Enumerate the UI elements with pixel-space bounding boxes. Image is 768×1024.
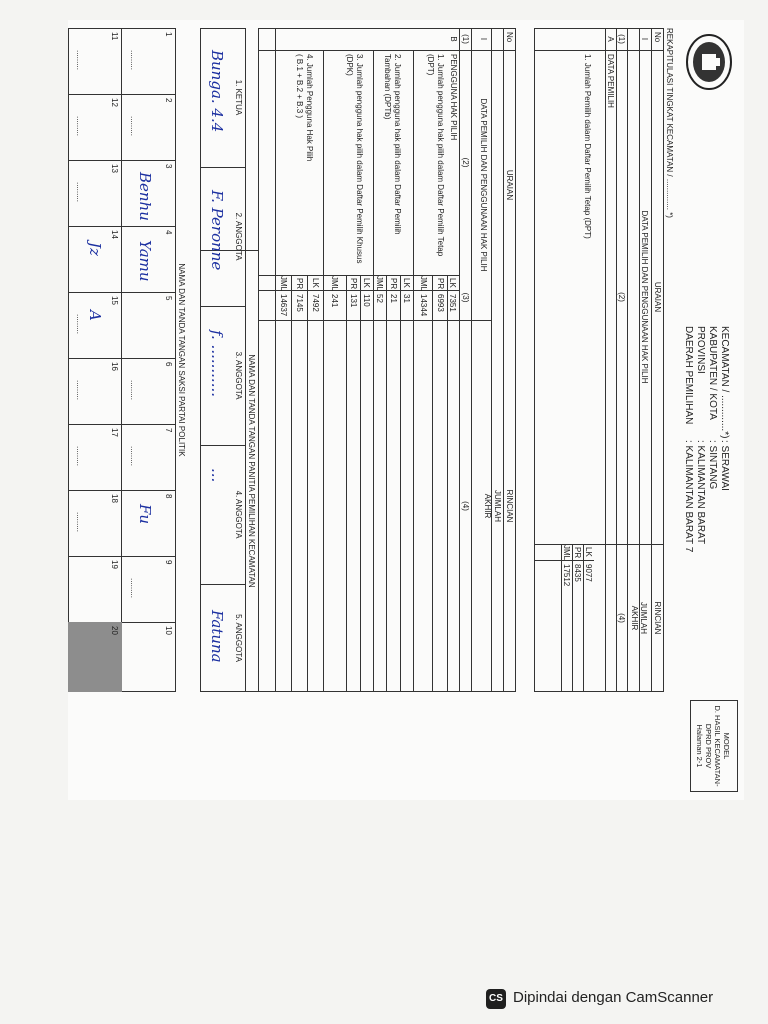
committee-anggota-3: 3. ANGGOTA — [234, 351, 243, 400]
committee-ketua: 1. KETUA — [234, 79, 243, 116]
header-value-provinsi: : KALIMANTAN BARAT — [695, 440, 706, 545]
header-label-kecamatan: KECAMATAN / .............*) — [719, 326, 730, 439]
witness-dots-12: ......... — [75, 116, 84, 137]
witness-num-20: 20 — [110, 626, 119, 635]
t2-item4-label-a: 4. Jumlah Pengguna Hak Pilih — [305, 54, 314, 162]
witness-signature-3: Benhu — [136, 172, 154, 221]
t2-item2-label-b: Tambahan (DPTb) — [383, 54, 392, 120]
t2-item3-pr-val: 131 — [349, 294, 358, 308]
signature-ketua: Bunga. 4.4 — [208, 50, 226, 133]
t2-item2-lk-code: LK — [402, 278, 411, 288]
header-label-kabupaten: KABUPATEN / KOTA — [707, 326, 718, 420]
t2-item3-label-b: (DPK) — [345, 54, 354, 76]
t1-item-label: 1. Jumlah Pemilih dalam Daftar Pemilih Tetap (DPT) — [583, 54, 592, 239]
witness-num-2: 2 — [164, 98, 173, 103]
witness-signature-4: Yamu — [136, 240, 154, 282]
t1-rincian-head: RINCIAN — [653, 601, 662, 635]
t1-jumlah-head: JUMLAH — [639, 601, 648, 634]
t1-group-no: A — [606, 36, 615, 42]
witness-num-19: 19 — [110, 560, 119, 569]
t2-rincian-head: RINCIAN — [505, 489, 514, 523]
rotated-document-page — [68, 20, 744, 800]
header-value-dapil: : KALIMANTAN BARAT 7 — [683, 440, 694, 553]
witness-num-18: 18 — [110, 494, 119, 503]
t2-item1-pr-val: 6993 — [436, 294, 445, 312]
signature-anggota-4: ... — [208, 468, 226, 483]
witness-num-11: 11 — [110, 32, 119, 41]
header-value-kabupaten: : SINTANG — [707, 440, 718, 490]
witness-num-12: 12 — [110, 98, 119, 107]
camscanner-label: Dipindai dengan CamScanner — [513, 989, 714, 1006]
t2-item1-pr-code: PR — [436, 278, 445, 290]
t2-item2-label-a: 2. Jumlah pengguna hak pilih dalam Daftar Pemilih — [393, 54, 402, 235]
witness-signature-14: A — [86, 310, 104, 321]
t2-col4: (4) — [461, 501, 470, 511]
t1-uraian-head: URAIAN — [653, 281, 662, 313]
t1-col1: (1) — [617, 34, 626, 44]
header-labels — [682, 326, 730, 438]
t2-item2-pr-code: PR — [389, 278, 398, 290]
header-values — [682, 440, 730, 552]
t2-col3: (3) — [461, 292, 470, 303]
t1-val-lk: 9077 — [584, 564, 593, 582]
t2-item1-jml-code: JML — [419, 276, 428, 292]
table-pengguna-hak-pilih — [258, 28, 516, 692]
t2-item3-jml-val: 241 — [330, 294, 339, 308]
witness-title: NAMA DAN TANDA TANGAN SAKSI PARTAI POLITIK — [177, 263, 186, 457]
signature-anggota-2: F. Peronne — [208, 190, 226, 271]
t1-col2: (2) — [617, 292, 626, 302]
t1-code-lk: LK — [584, 547, 593, 557]
header-label-provinsi: PROVINSI — [695, 326, 706, 374]
witness-num-3: 3 — [164, 164, 173, 169]
witness-num-16: 16 — [110, 362, 119, 371]
t2-jumlah-head: JUMLAH — [493, 489, 502, 522]
t2-group-no: B — [449, 36, 458, 42]
model-box: MODEL D. HASIL KECAMATAN- DPRD PROV Halaman 2-1 — [690, 700, 738, 792]
t2-item1-label-a: 1. Jumlah pengguna hak pilih dalam Daftar Pemilih Tetap — [436, 54, 445, 257]
header-value-kecamatan: : SERAWAI — [719, 440, 730, 491]
t1-no-head: No — [653, 32, 662, 43]
committee-anggota-4: 4. ANGGOTA — [234, 490, 243, 539]
committee-anggota-5: 5. ANGGOTA — [234, 614, 243, 662]
witness-num-10: 10 — [164, 626, 173, 635]
witness-num-17: 17 — [110, 428, 119, 437]
page-title: REKAPITULASI TINGKAT KECAMATAN / .............. *) — [665, 28, 674, 218]
t2-item2-jml-code: JML — [375, 276, 384, 292]
witness-num-15: 15 — [110, 296, 119, 305]
t2-item4-lk-code: LK — [311, 278, 320, 288]
t1-akhir-head: AKHIR — [630, 605, 639, 631]
t1-val-jml: 17512 — [562, 564, 571, 587]
signature-anggota-3: f. ........... — [208, 330, 226, 398]
witness-num-9: 9 — [164, 560, 173, 565]
t2-item3-label-a: 3. Jumlah pengguna hak pilih dalam Daftar Pemilih Khusus — [355, 54, 364, 264]
witness-num-6: 6 — [164, 362, 173, 367]
witness-num-8: 8 — [164, 494, 173, 499]
header-label-dapil: DAERAH PEMILIHAN — [683, 326, 694, 425]
committee-anggota-2: 2. ANGGOTA — [234, 212, 243, 261]
t2-item4-jml-val: 14637 — [279, 294, 288, 317]
t2-uraian-head: URAIAN — [505, 169, 514, 201]
camscanner-logo-icon: CS — [486, 989, 506, 1009]
witness-dots-18: ......... — [75, 512, 84, 533]
kpu-logo — [684, 32, 734, 92]
t2-item4-pr-code: PR — [295, 278, 304, 290]
witness-num-5: 5 — [164, 296, 173, 301]
witness-signature-13: Jz — [86, 242, 104, 256]
t2-akhir-head: AKHIR — [483, 493, 492, 519]
t2-item2-pr-val: 21 — [389, 294, 398, 303]
witness-signature-8: Fu — [136, 504, 154, 525]
witness-dots-13: ......... — [75, 182, 84, 203]
witness-dots-16: ......... — [75, 380, 84, 401]
t2-item2-jml-val: 52 — [375, 294, 384, 303]
t2-section-no: I — [479, 37, 488, 41]
t2-col1: (1) — [461, 34, 470, 44]
witness-dots-9: ......... — [129, 578, 138, 599]
t2-item4-label-b: ( B.1 + B.2 + B.3 ) — [295, 54, 304, 119]
witness-dots-2: ......... — [129, 116, 138, 137]
witness-num-4: 4 — [164, 230, 173, 235]
t2-col2: (2) — [461, 157, 470, 168]
t2-item3-jml-code: JML — [330, 276, 339, 292]
t2-item4-lk-val: 7492 — [311, 294, 320, 312]
t2-item1-lk-code: LK — [448, 278, 457, 288]
witness-num-13: 13 — [110, 164, 119, 173]
witness-num-7: 7 — [164, 428, 173, 433]
witness-dots-11: ......... — [75, 50, 84, 71]
witness-dots-17: ......... — [75, 446, 84, 467]
t2-item4-jml-code: JML — [279, 276, 288, 292]
t2-item1-label-b: (DPT) — [426, 54, 435, 76]
t2-no-head: No — [505, 32, 514, 43]
t1-section-no: I — [640, 37, 649, 41]
witness-dots-15: ......... — [75, 314, 84, 335]
witness-num-1: 1 — [164, 32, 173, 37]
t1-section-title: DATA PEMILIH DAN PENGGUNAAN HAK PILIH — [640, 210, 649, 384]
t2-item3-lk-code: LK — [362, 278, 371, 288]
signature-anggota-5: Fatuna — [208, 610, 226, 663]
witness-dots-7: ......... — [129, 446, 138, 467]
t1-col4: (4) — [617, 613, 626, 623]
t2-item3-lk-val: 110 — [362, 294, 371, 307]
t1-val-pr: 8435 — [573, 564, 582, 582]
witness-grid — [68, 28, 176, 692]
t1-code-jml: JML — [562, 545, 571, 561]
t1-group-label: DATA PEMILIH — [606, 54, 615, 108]
t2-item1-lk-val: 7351 — [448, 294, 457, 312]
witness-dots-1: ......... — [129, 50, 138, 71]
t2-item1-jml-val: 14344 — [419, 294, 428, 317]
committee-title: NAMA DAN TANDA TANGAN PANITIA PEMILIHAN KECAMATAN — [247, 354, 256, 588]
t1-code-pr: PR — [573, 547, 582, 559]
t2-group-label: PENGGUNA HAK PILIH — [449, 54, 458, 141]
t2-item2-lk-val: 31 — [402, 294, 411, 303]
t2-item3-pr-code: PR — [349, 278, 358, 290]
witness-num-14: 14 — [110, 230, 119, 239]
t2-section-title: DATA PEMILIH DAN PENGGUNAAN HAK PILIH — [479, 98, 488, 272]
t2-item4-pr-val: 7145 — [295, 294, 304, 312]
camscanner-watermark — [478, 982, 768, 1016]
witness-dots-6: ......... — [129, 380, 138, 401]
